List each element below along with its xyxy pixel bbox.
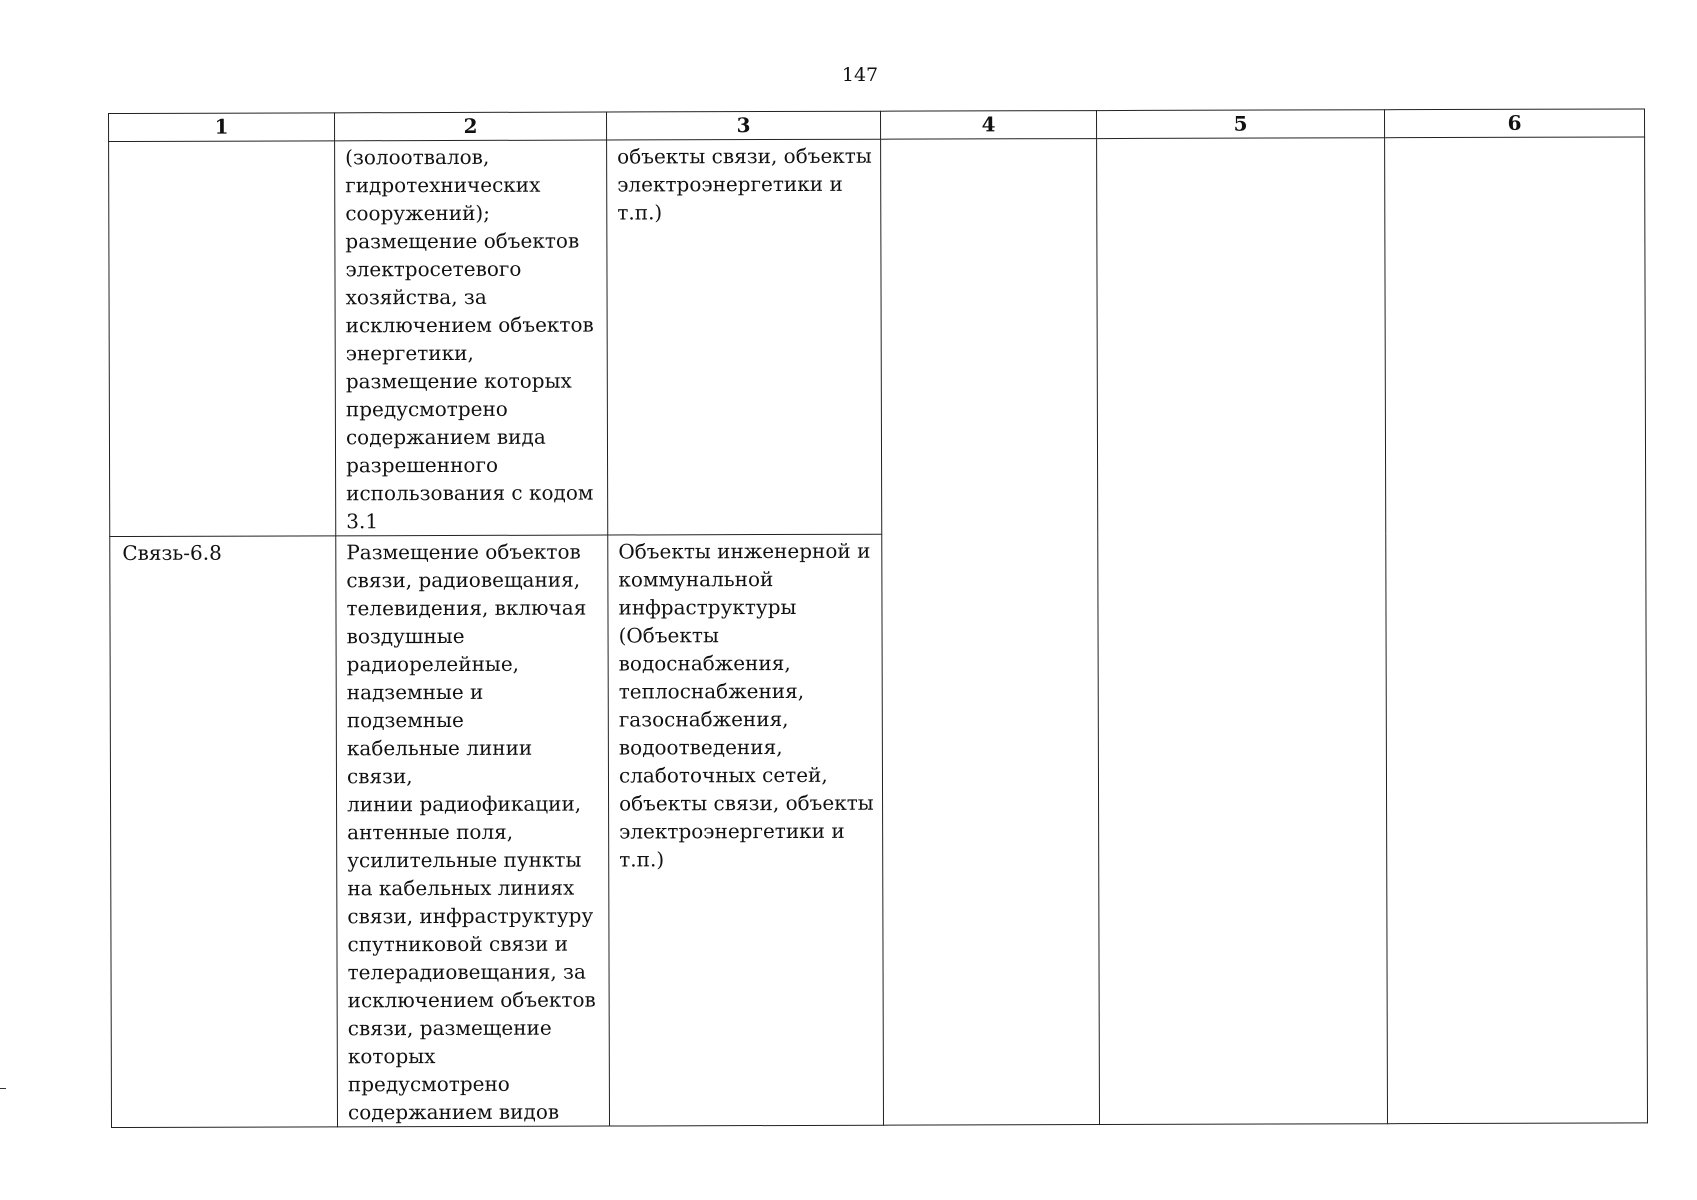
- row-2-col-3: [608, 534, 884, 1126]
- table-row: [109, 137, 1646, 537]
- row-2-objects: Объекты инженерной и коммунальной инфраструктуры (Объекты водоснабжения, теплоснабжения, газоснабжения, водоотведения, слаботочных сетей, объекты связи, объекты электроэнергетики и т.п.): [618, 538, 874, 872]
- col-6-cell: [1385, 137, 1648, 1124]
- land-use-table: [108, 108, 1648, 1128]
- header-col-3: 3: [606, 111, 880, 140]
- row-2-code: Связь-6.8: [122, 540, 222, 565]
- row-2-col-2: [336, 535, 610, 1127]
- row-1-col-1: [109, 141, 336, 537]
- header-col-4: 4: [880, 111, 1096, 140]
- col-5-cell: [1097, 138, 1388, 1125]
- row-1-col-3: [607, 139, 882, 535]
- table-header-row: [109, 109, 1645, 142]
- header-col-2: 2: [335, 112, 607, 141]
- page-number: 147: [841, 64, 879, 86]
- margin-mark: [0, 1088, 6, 1089]
- row-1-col-2: [335, 140, 608, 536]
- header-col-6: 6: [1384, 109, 1644, 138]
- row-1-objects: объекты связи, объекты электроэнергетики и т.п.): [617, 143, 872, 225]
- row-1-code: [109, 141, 334, 144]
- row-2-description: Размещение объектов связи, радиовещания, телевидения, включая воздушные радиорелейные, надземные и подземные кабельные линии связи, линии радиофикации, антенные поля, усилительные пункты на кабельных линиях связи, инфраструктуру спутниковой связи и телерадиовещания, за исключением объектов связи, размещение которых предусмотрено содержанием видов: [346, 539, 596, 1125]
- header-col-1: 1: [109, 113, 335, 142]
- header-col-5: 5: [1096, 110, 1384, 139]
- row-1-description: (золоотвалов, гидротехнических сооружений); размещение объектов электросетевого хозяйства, за исключением объектов энергетики, размещение которых предусмотрено содержанием вида разрешенного использования с кодом 3.1: [345, 144, 594, 534]
- row-2-col-1: [110, 536, 338, 1128]
- col-4-cell: [881, 139, 1100, 1126]
